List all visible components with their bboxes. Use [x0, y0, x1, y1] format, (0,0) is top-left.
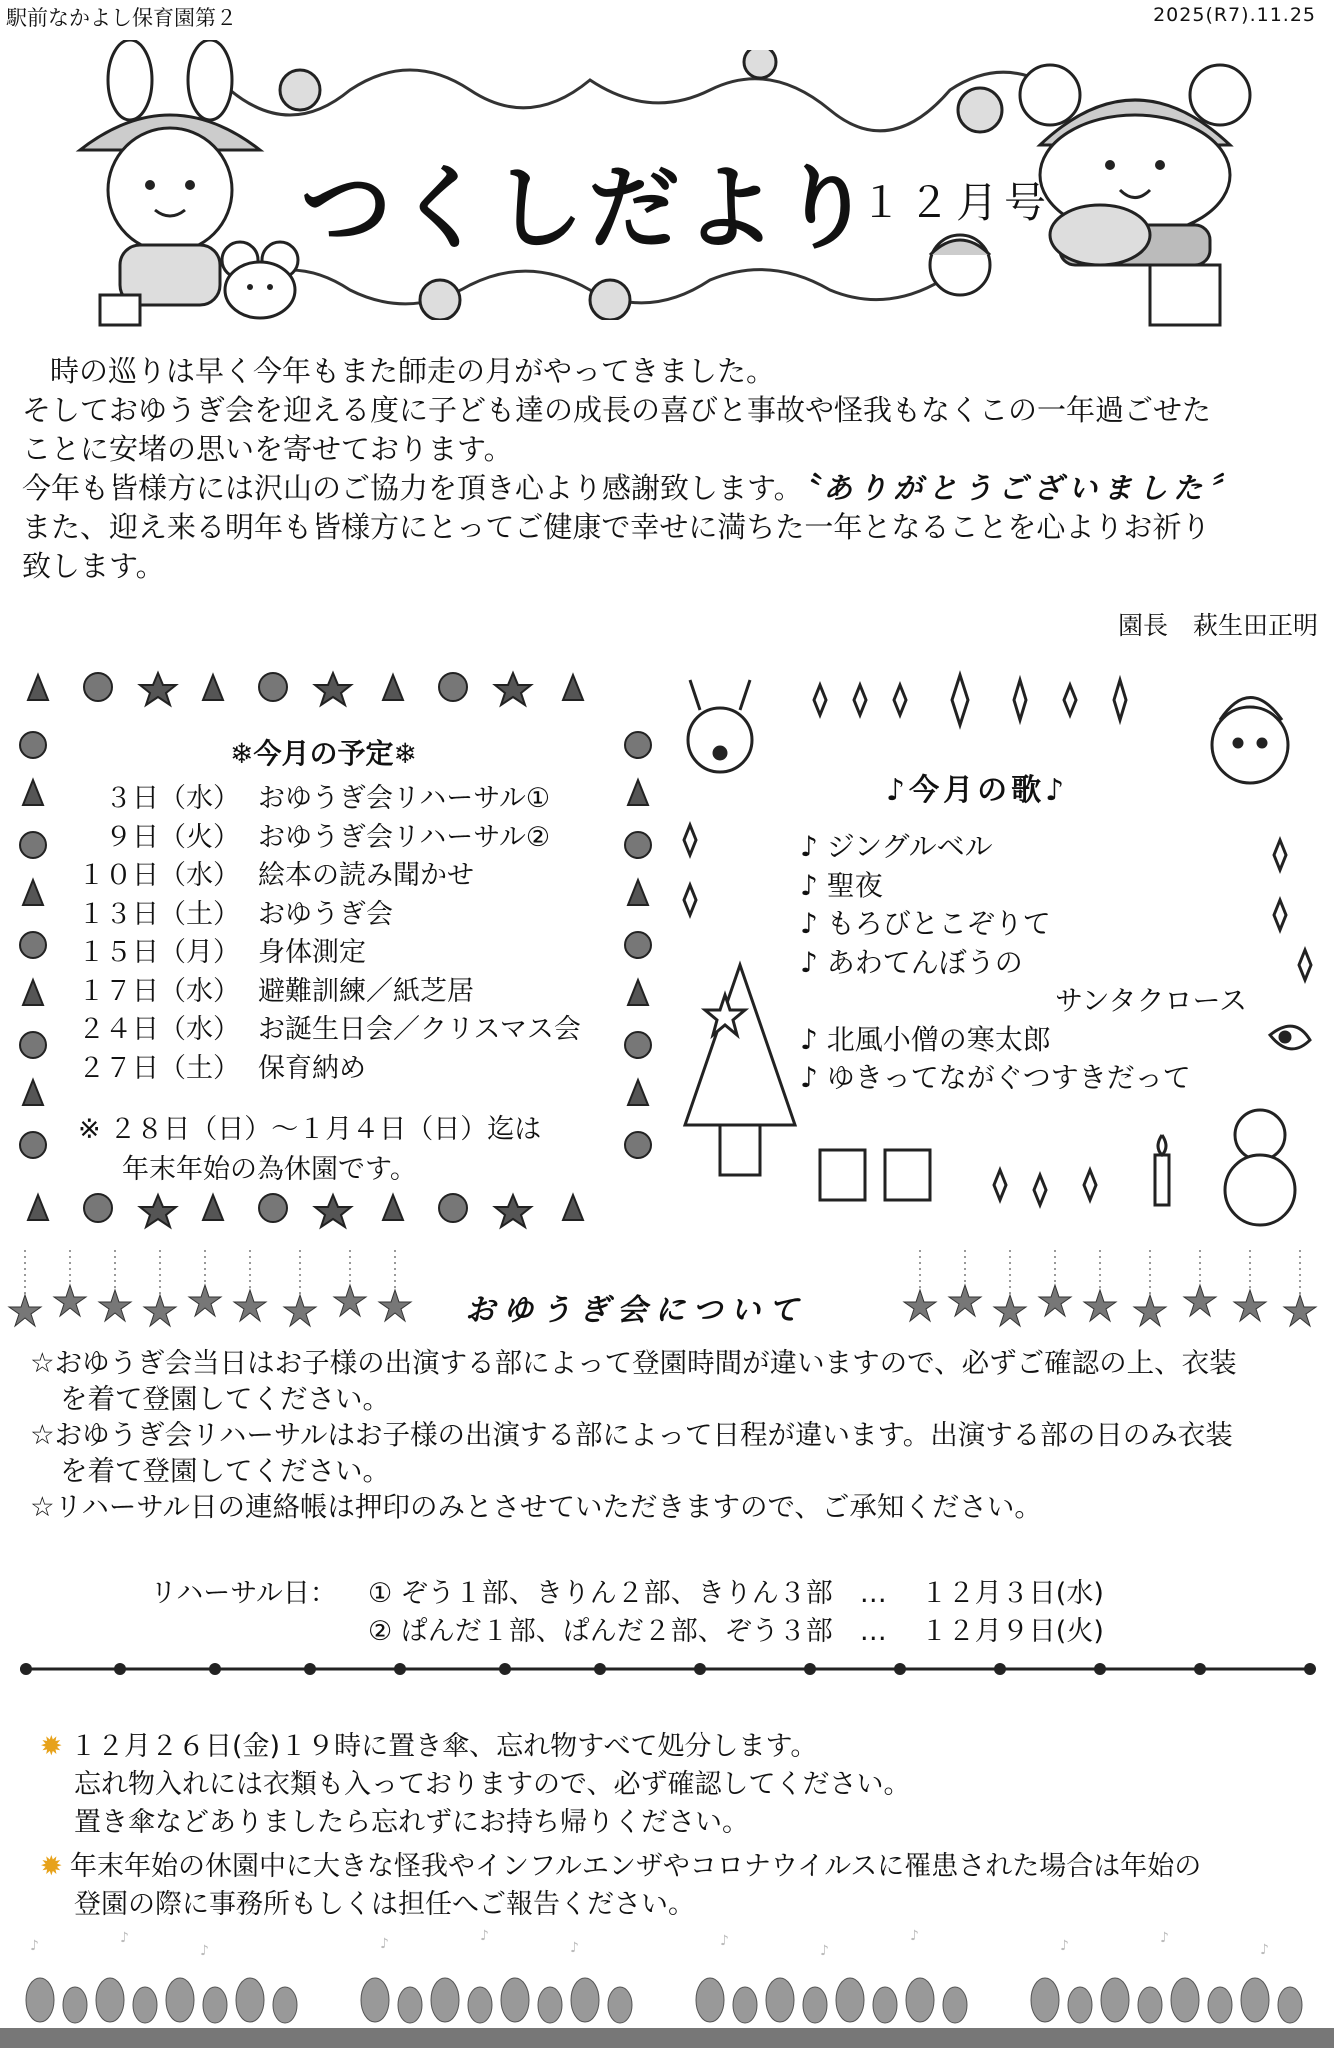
notice-text: １２月２６日(金)１９時に置き傘、忘れ物すべて処分します。 — [70, 1731, 818, 1762]
greeting-line: 時の巡りは早く今年もまた師走の月がやってきました。 — [50, 354, 776, 388]
rehearsal-date: １２月３日(水) — [920, 1578, 1104, 1609]
recital-note-line: ☆リハーサル日の連絡帳は押印のみとさせていただきますので、ご承知ください。 — [30, 1491, 1042, 1523]
notice-line: 登園の際に事務所もしくは担任へご報告ください。 — [74, 1889, 695, 1920]
holiday-note-line: ※ ２８日（日）～１月４日（日）迄は — [78, 1114, 542, 1145]
schedule-item — [70, 819, 581, 858]
svg-text:♪: ♪ — [1260, 1942, 1269, 1958]
schedule-event: 避難訓練／紙芝居 — [258, 975, 474, 1007]
schedule-event: おゆうぎ会リハーサル② — [258, 821, 551, 853]
schedule-item — [70, 857, 581, 896]
greeting-line: ことに安堵の思いを寄せております。 — [22, 432, 513, 466]
rehearsal-groups: ② ぱんだ１部、ぱんだ２部、ぞう３部 … — [368, 1616, 887, 1647]
schedule-event: おゆうぎ会 — [258, 898, 393, 930]
svg-text:♪: ♪ — [820, 1943, 829, 1959]
gift-box-icon — [820, 1150, 930, 1200]
christmas-tree-icon — [685, 965, 795, 1175]
schedule-item — [70, 1011, 581, 1050]
songs-title: ♪今月の歌♪ — [886, 773, 1069, 808]
schedule-item — [70, 896, 581, 935]
snowman-icon — [1225, 1110, 1295, 1225]
greeting-line: そしておゆうぎ会を迎える度に子ども達の成長の喜びと事故や怪我もなくこの一年過ごせた — [22, 393, 1212, 427]
frame-left-column — [20, 732, 46, 1158]
bottom-tree-border — [0, 1920, 1334, 2048]
schedule-date: １３日（土） — [78, 898, 240, 930]
frame-top-row — [28, 673, 583, 705]
schedule-title: ❄今月の予定❄ — [230, 737, 417, 770]
schedule-event: 絵本の読み聞かせ — [258, 860, 474, 891]
reindeer-icon — [688, 680, 752, 772]
notice-line: 忘れ物入れには衣類も入っておりますので、必ず確認してください。 — [74, 1769, 911, 1800]
thanks-phrase: 〝ありがとうございました〞 — [802, 471, 1244, 505]
issue-number: １２月号 — [860, 178, 1053, 227]
school-name: 駅前なかよし保育園第２ — [6, 6, 237, 30]
holiday-note — [78, 1110, 541, 1190]
greeting-line-text: 今年も皆様方には沢山のご協力を頂き心より感謝致します。 — [22, 471, 803, 505]
svg-text:♪: ♪ — [30, 1938, 39, 1954]
schedule-date: ９日（火） — [105, 821, 240, 853]
schedule-event: 保育納め — [258, 1052, 366, 1084]
schedule-list — [70, 780, 581, 1088]
bear-santa-icon — [1212, 698, 1288, 784]
song-item: ♪ 聖夜 — [800, 868, 883, 902]
schedule-date: １７日（水） — [78, 975, 240, 1007]
recital-note-line: ☆おゆうぎ会リハーサルはお子様の出演する部によって日程が違います。出演する部の日のみ衣装 — [30, 1419, 1233, 1451]
notice-line — [40, 1848, 1330, 1886]
sun-icon: ✹ — [40, 1851, 63, 1882]
recital-note-line: ☆おゆうぎ会当日はお子様の出演する部によって登園時間が違いますので、必ずご確認の上、衣装 — [30, 1347, 1237, 1379]
schedule-item — [70, 1050, 581, 1089]
svg-text:♪: ♪ — [910, 1928, 919, 1944]
svg-text:♪: ♪ — [1160, 1930, 1169, 1946]
schedule-date: １０日（水） — [78, 860, 240, 891]
divider-line — [20, 1657, 1320, 1681]
tree-row — [0, 1920, 1334, 2048]
greeting-text — [22, 352, 1322, 586]
notices — [40, 1728, 1330, 1924]
notice-line: 置き傘などありましたら忘れずにお持ち帰りください。 — [74, 1807, 749, 1838]
schedule-event: 身体測定 — [258, 937, 366, 968]
rehearsal-label: リハーサル日： — [150, 1578, 337, 1609]
schedule-event: おゆうぎ会リハーサル① — [258, 783, 551, 814]
rehearsal-schedule — [150, 1575, 1104, 1651]
holly-icon — [1270, 1026, 1310, 1049]
sparkle-icon-row — [814, 675, 1126, 725]
schedule-date: ２７日（土） — [78, 1052, 240, 1084]
greeting-line — [22, 469, 1322, 508]
recital-note-line: を着て登園してください。 — [60, 1383, 390, 1415]
newsletter-title: つくしだより — [300, 155, 877, 262]
svg-text:♪: ♪ — [720, 1933, 729, 1949]
notice-text: 年末年始の休園中に大きな怪我やインフルエンザやコロナウイルスに罹患された場合は年始の — [70, 1851, 1202, 1882]
schedule-date: １５日（月） — [78, 937, 240, 968]
greeting-line: 致します。 — [22, 549, 165, 583]
songs-list — [800, 828, 1247, 1098]
sun-icon: ✹ — [40, 1731, 63, 1762]
frame-bottom-row — [28, 1194, 583, 1227]
svg-text:♪: ♪ — [380, 1936, 389, 1952]
recital-notes — [30, 1345, 1320, 1525]
candle-icon — [1155, 1135, 1169, 1205]
rehearsal-date: １２月９日(火) — [920, 1616, 1104, 1647]
schedule-item — [70, 780, 581, 819]
recital-title: おゆうぎ会について — [465, 1293, 807, 1328]
schedule-date: ３日（水） — [105, 783, 240, 814]
rehearsal-groups: ① ぞう１部、きりん２部、きりん３部 … — [368, 1578, 887, 1609]
rehearsal-row — [150, 1575, 1104, 1613]
holiday-note-line: 年末年始の為休園です。 — [122, 1154, 417, 1185]
issue-date: 2025(R7).11.25 — [1153, 4, 1316, 26]
frame-right-column — [625, 732, 651, 1158]
schedule-item — [70, 934, 581, 973]
rehearsal-row — [150, 1613, 1104, 1651]
notice-line — [40, 1728, 1330, 1766]
principal-signature: 園長 萩生田正明 — [1117, 611, 1318, 640]
dot-line-divider — [20, 1657, 1320, 1681]
svg-text:♪: ♪ — [1060, 1938, 1069, 1954]
svg-text:♪: ♪ — [480, 1928, 489, 1944]
svg-text:♪: ♪ — [120, 1930, 129, 1946]
song-item: ♪ ゆきってながぐつすきだって — [800, 1061, 1191, 1094]
schedule-event: お誕生日会／クリスマス会 — [258, 1014, 581, 1045]
greeting-line: また、迎え来る明年も皆様方にとってご健康で幸せに満ちた一年となることを心よりお祈り — [22, 510, 1211, 544]
chick-illustration — [915, 225, 1005, 305]
song-item: ♪ 北風小僧の寒太郎 — [800, 1022, 1051, 1056]
svg-text:♪: ♪ — [570, 1940, 579, 1956]
svg-text:♪: ♪ — [200, 1943, 209, 1959]
song-item: ♪ あわてんぼうの — [800, 945, 1023, 979]
song-item: ♪ もろびとこぞりて — [800, 907, 1051, 940]
song-item: ♪ ジングルベル — [800, 830, 993, 863]
schedule-date: ２４日（水） — [78, 1014, 240, 1045]
schedule-item — [70, 973, 581, 1012]
recital-note-line: を着て登園してください。 — [60, 1455, 390, 1487]
song-item-continuation: サンタクロース — [1055, 984, 1248, 1017]
